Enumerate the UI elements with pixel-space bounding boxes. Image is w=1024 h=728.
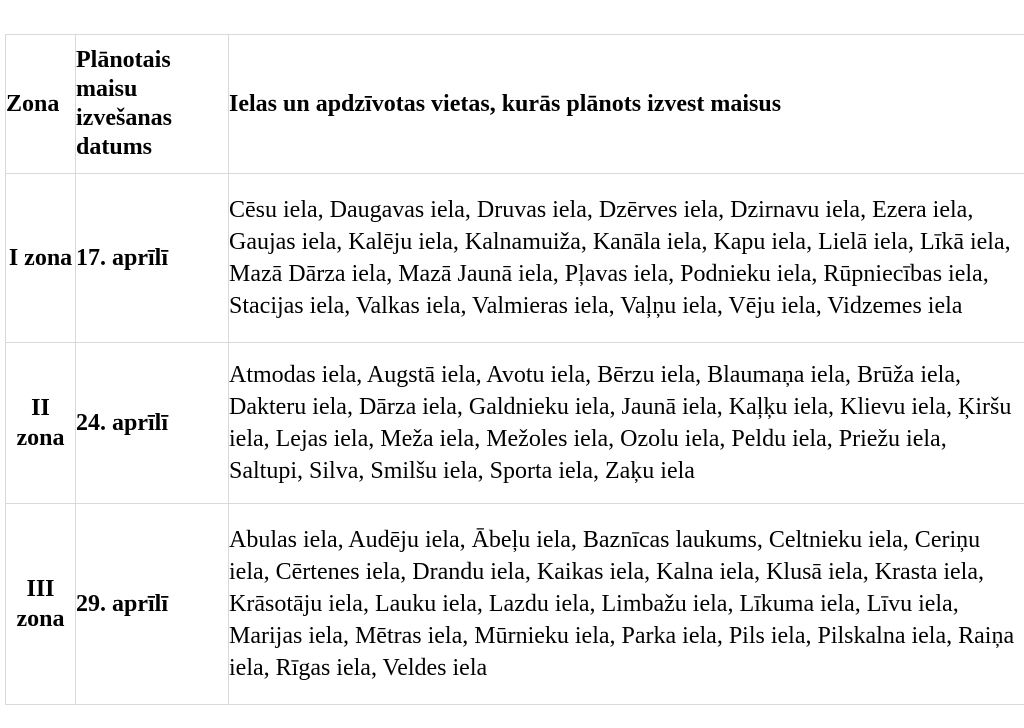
date-cell: 24. aprīlī	[76, 343, 229, 504]
streets-cell: Cēsu iela, Daugavas iela, Druvas iela, Dzērves iela, Dzirnavu iela, Ezera iela, Gaujas iela, Kalēju iela, Kalnamuiža, Kanāla iela, Kapu iela, Lielā iela, Līkā iela, Mazā Dārza iela, Mazā Jaunā iela, Pļavas iela, Podnieku iela, Rūpniecības iela, Stacijas iela, Valkas iela, Valmieras iela, Vaļņu iela, Vēju iela, Vidzemes iela	[229, 174, 1024, 343]
header-zone: Zona	[6, 35, 76, 174]
header-streets: Ielas un apdzīvotas vietas, kurās plānots izvest maisus	[229, 35, 1024, 174]
zone-cell: I zona	[6, 174, 76, 343]
collection-schedule-table	[5, 34, 1024, 705]
streets-cell: Abulas iela, Audēju iela, Ābeļu iela, Baznīcas laukums, Celtnieku iela, Ceriņu iela, Cērtenes iela, Drandu iela, Kaikas iela, Kalna iela, Klusā iela, Krasta iela, Krāsotāju iela, Lauku iela, Lazdu iela, Limbažu iela, Līkuma iela, Līvu iela, Marijas iela, Mētras iela, Mūrnieku iela, Parka iela, Pils iela, Pilskalna iela, Raiņa iela, Rīgas iela, Veldes iela	[229, 504, 1024, 705]
streets-cell: Atmodas iela, Augstā iela, Avotu iela, Bērzu iela, Blaumaņa iela, Brūža iela, Dakteru iela, Dārza iela, Galdnieku iela, Jaunā iela, Kaļķu iela, Klievu iela, Ķiršu iela, Lejas iela, Meža iela, Mežoles iela, Ozolu iela, Peldu iela, Priežu iela, Saltupi, Silva, Smilšu iela, Sporta iela, Zaķu iela	[229, 343, 1024, 504]
date-cell: 29. aprīlī	[76, 504, 229, 705]
header-date: Plānotais maisu izvešanas datums	[76, 35, 229, 174]
table-row	[6, 343, 1024, 504]
table-row	[6, 174, 1024, 343]
zone-cell: II zona	[6, 343, 76, 504]
header-row	[6, 35, 1024, 174]
date-cell: 17. aprīlī	[76, 174, 229, 343]
table-row	[6, 504, 1024, 705]
zone-cell: III zona	[6, 504, 76, 705]
